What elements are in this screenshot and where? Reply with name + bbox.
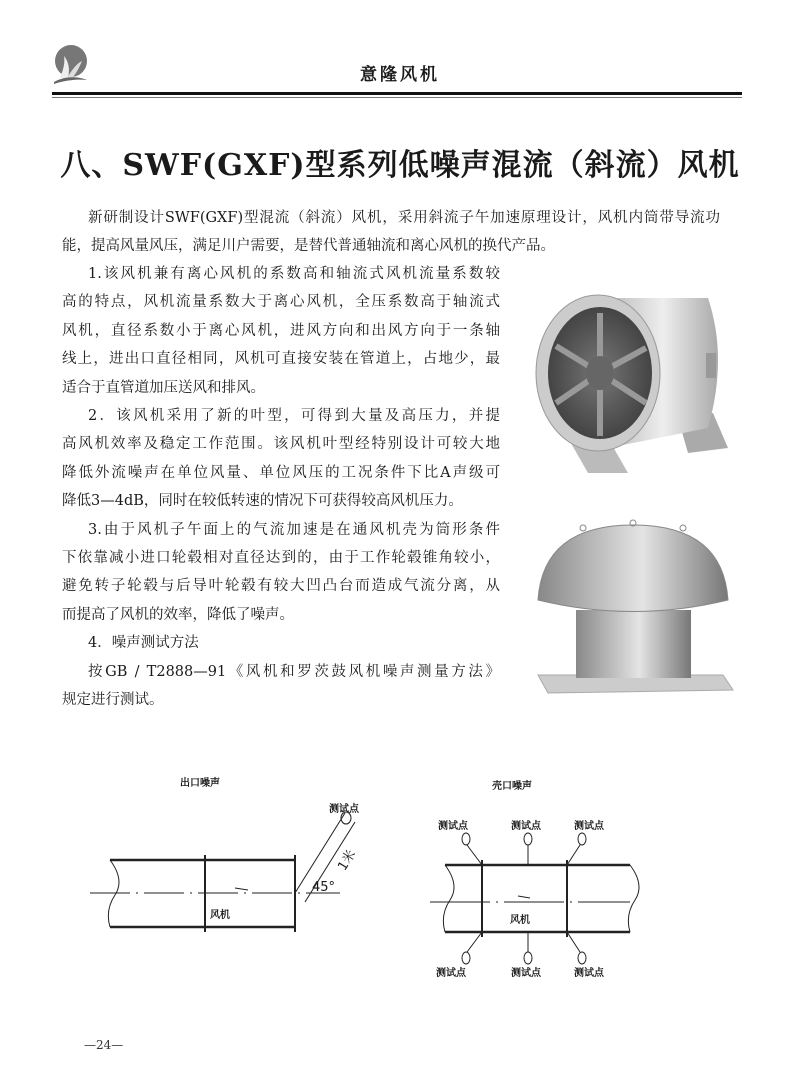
body-line: 风机，直径系数小于离心风机，进风方向和出风方向于一条轴: [62, 322, 500, 339]
test-point-label: 测试点: [511, 968, 541, 979]
body-line: 降低外流噪声在单位风量、单位风压的工况条件下比A声级可: [62, 464, 500, 481]
page-title: 八、SWF(GXF)型系列低噪声混流（斜流）风机: [60, 148, 740, 183]
test-point-label: 测试点: [438, 821, 468, 832]
outlet-noise-title: 出口噪声: [180, 778, 220, 789]
casing-noise-title: 壳口噪声: [492, 781, 532, 792]
header-rule-thin: [52, 97, 742, 98]
distance-label: 1米: [335, 847, 360, 874]
angle-label: 45°: [312, 880, 336, 895]
body-line: 适合于直管道加压送风和排风。: [62, 379, 265, 396]
roof-fan-photo: [528, 515, 738, 695]
casing-noise-diagram: [430, 830, 660, 965]
test-point-label: 测试点: [436, 968, 466, 979]
test-point-label: 测试点: [329, 804, 359, 815]
body-line: 规定进行测试。: [62, 692, 164, 708]
test-point-label: 测试点: [574, 821, 604, 832]
body-line: 而提高了风机的效率，降低了噪声。: [62, 606, 294, 623]
intro-line: 能，提高风量风压，满足川户需要，是替代普通轴流和离心风机的换代产品。: [62, 238, 555, 254]
body-line: 降低3—4dB，同时在较低转速的情况下可获得较高风机压力。: [62, 493, 463, 510]
body-line: 避免转子轮毂与后导叶轮毂有较大凹凸台而造成气流分离，从: [62, 578, 500, 595]
intro-line: 新研制设计SWF(GXF)型混流（斜流）风机，采用斜流子午加速原理设计，风机内筒带导流功: [88, 210, 720, 226]
test-point-marker: [336, 806, 356, 826]
brand-name: 意隆风机: [360, 65, 440, 85]
body-line: 4．噪声测试方法: [88, 635, 199, 652]
axial-fan-photo: [528, 288, 738, 478]
body-line: 1.该风机兼有离心风机的系数高和轴流式风机流量系数较: [88, 266, 500, 282]
body-line: 线上，进出口直径相同，风机可直接安装在管道上，占地少，最: [62, 351, 500, 368]
fan-label: 风机: [510, 915, 530, 926]
body-line: 高风机效率及稳定工作范围。该风机叶型经特别设计可较大地: [62, 436, 500, 453]
fan-label: 风机: [210, 910, 230, 921]
body-line: 下依靠减小进口轮毂相对直径达到的，由于工作轮毂锥角较小，: [62, 550, 500, 566]
outlet-noise-diagram: [90, 810, 360, 940]
page-number: —24—: [84, 1038, 124, 1052]
test-point-label: 测试点: [511, 821, 541, 832]
body-line: 3.由于风机子午面上的气流加速是在通风机壳为筒形条件: [88, 521, 500, 538]
body-line: 按GB / T2888—91《风机和罗茨鼓风机噪声测量方法》: [88, 663, 500, 680]
header-rule: [52, 92, 742, 95]
body-line: 高的特点，风机流量系数大于离心风机，全压系数高于轴流式: [62, 294, 500, 311]
body-line: 2．该风机采用了新的叶型，可得到大量及高压力，并提: [88, 408, 500, 424]
test-point-label: 测试点: [574, 968, 604, 979]
